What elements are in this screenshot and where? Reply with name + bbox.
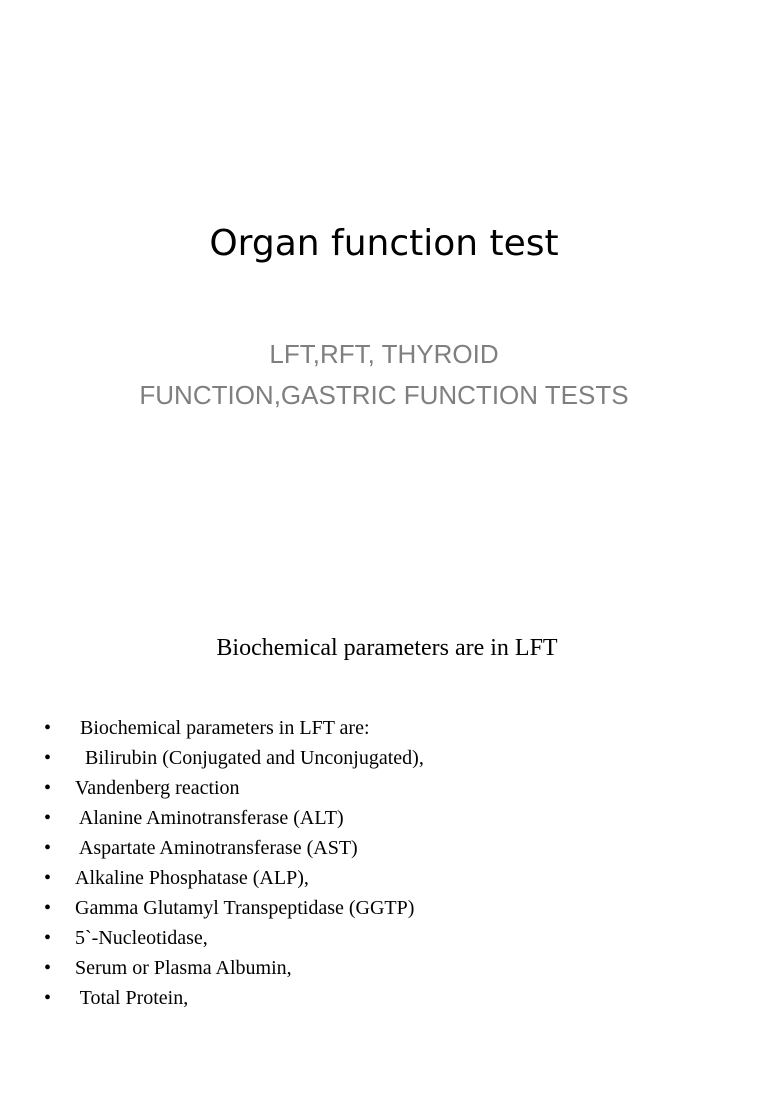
bullet-icon: •: [44, 957, 52, 979]
bullet-icon: •: [44, 777, 52, 799]
subtitle-line: FUNCTION,GASTRIC FUNCTION TESTS: [139, 380, 629, 410]
list-item: [44, 953, 292, 983]
list-item: [44, 773, 240, 803]
bullet-icon: •: [44, 987, 52, 1009]
list-item: [44, 923, 208, 953]
bullet-icon: •: [44, 927, 52, 949]
list-item-text: Total Protein,: [75, 987, 189, 1009]
content-slide: [0, 576, 768, 1024]
slide-title: Biochemical parameters are in LFT: [216, 635, 558, 661]
subtitle-line: LFT,RFT, THYROID: [269, 339, 499, 369]
list-item-text: 5`-Nucleotidase,: [75, 927, 208, 949]
list-item: [44, 803, 344, 833]
list-item-text: Serum or Plasma Albumin,: [75, 957, 292, 979]
list-item: [44, 983, 189, 1013]
list-item-text: Bilirubin (Conjugated and Unconjugated),: [75, 747, 424, 769]
list-item: [44, 713, 370, 743]
list-item-text: Gamma Glutamyl Transpeptidase (GGTP): [75, 897, 415, 919]
list-item: [44, 863, 309, 893]
list-item-text: Biochemical parameters in LFT are:: [75, 717, 370, 739]
list-item: [44, 743, 424, 773]
list-item-text: Vandenberg reaction: [75, 777, 240, 799]
bullet-icon: •: [44, 807, 52, 829]
bullet-icon: •: [44, 867, 52, 889]
list-item: [44, 833, 358, 863]
list-item-text: Alkaline Phosphatase (ALP),: [75, 867, 309, 889]
list-item-text: Aspartate Aminotransferase (AST): [75, 837, 358, 859]
slide-title: Organ function test: [209, 223, 559, 264]
bullet-icon: •: [44, 717, 52, 739]
slide-subtitle: [0, 334, 768, 416]
bullet-icon: •: [44, 747, 52, 769]
list-item-text: Alanine Aminotransferase (ALT): [75, 807, 344, 829]
bullet-icon: •: [44, 897, 52, 919]
bullet-icon: •: [44, 837, 52, 859]
list-item: [44, 893, 415, 923]
bullet-list: [44, 713, 424, 1013]
